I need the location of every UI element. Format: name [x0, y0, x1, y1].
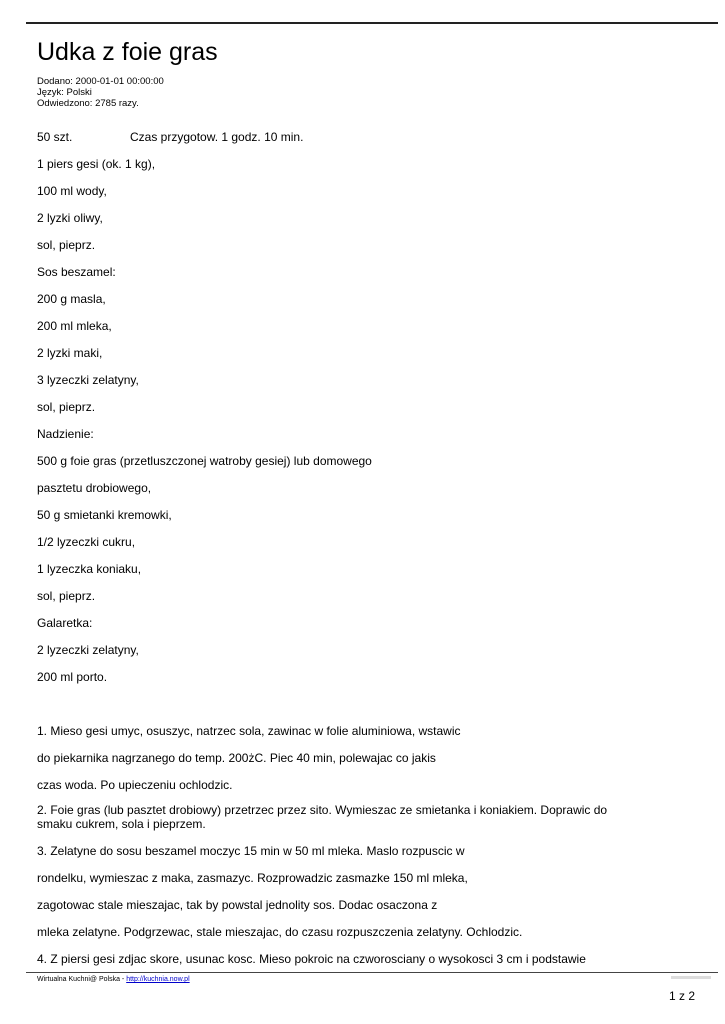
- ingredient-line: 2 lyzki maki,: [37, 346, 103, 360]
- ingredient-line: 50 g smietanki kremowki,: [37, 508, 172, 522]
- step-line: zagotowac stale mieszajac, tak by powstal jednolity sos. Dodac osaczona z: [37, 898, 438, 912]
- section-heading: Galaretka:: [37, 616, 93, 630]
- prep-time: Czas przygotow. 1 godz. 10 min.: [130, 130, 304, 144]
- ingredient-line: 2 lyzeczki zelatyny,: [37, 643, 139, 657]
- ingredient-line: 1/2 lyzeczki cukru,: [37, 535, 136, 549]
- section-heading: Sos beszamel:: [37, 265, 116, 279]
- meta-language: Język: Polski: [37, 87, 92, 98]
- step-line: 4. Z piersi gesi zdjac skore, usunac kosc. Mieso pokroic na czworosciany o wysokosci 3 cm i podstawie: [37, 952, 586, 966]
- step-line: czas woda. Po upieczeniu ochlodzic.: [37, 778, 233, 792]
- ingredient-line: 100 ml wody,: [37, 184, 107, 198]
- ingredient-line: 1 piers gesi (ok. 1 kg),: [37, 157, 156, 171]
- ingredient-line: sol, pieprz.: [37, 238, 96, 252]
- meta-added: Dodano: 2000-01-01 00:00:00: [37, 76, 164, 87]
- top-rule: [26, 22, 718, 24]
- ingredient-line: 200 g masla,: [37, 292, 106, 306]
- footer-link[interactable]: http://kuchnia.now.pl: [126, 976, 190, 983]
- step-line: do piekarnika nagrzanego do temp. 200żC. Piec 40 min, polewajac co jakis: [37, 751, 436, 765]
- portions: 50 szt.: [37, 130, 73, 144]
- portions-line: [37, 130, 304, 144]
- meta-visits: Odwiedzono: 2785 razy.: [37, 98, 139, 109]
- footer: [37, 976, 190, 983]
- page-number: 1 z 2: [668, 989, 695, 1003]
- ingredient-line: sol, pieprz.: [37, 589, 96, 603]
- ingredient-line: 1 lyzeczka koniaku,: [37, 562, 142, 576]
- step-line: 3. Zelatyne do sosu beszamel moczyc 15 min w 50 ml mleka. Maslo rozpuscic w: [37, 844, 465, 858]
- ingredient-line: pasztetu drobiowego,: [37, 481, 152, 495]
- ingredient-line: 2 lyzki oliwy,: [37, 211, 103, 225]
- ingredient-line: 200 ml porto.: [37, 670, 108, 684]
- step-line: rondelku, wymieszac z maka, zasmazyc. Rozprowadzic zasmazke 150 ml mleka,: [37, 871, 468, 885]
- ingredient-line: sol, pieprz.: [37, 400, 96, 414]
- ingredient-line: 500 g foie gras (przetluszczonej watroby gesiej) lub domowego: [37, 454, 372, 468]
- ingredient-line: 200 ml mleka,: [37, 319, 112, 333]
- meta-info: [37, 76, 164, 109]
- step-line: 1. Mieso gesi umyc, osuszyc, natrzec sola, zawinac w folie aluminiowa, wstawic: [37, 724, 461, 738]
- step-line: mleka zelatyne. Podgrzewac, stale mieszajac, do czasu rozpuszczenia zelatyny. Ochlodzic.: [37, 925, 523, 939]
- page-title: Udka z foie gras: [37, 38, 218, 66]
- footer-site: Wirtualna Kuchni@ Polska -: [37, 976, 127, 983]
- section-heading: Nadzienie:: [37, 427, 94, 441]
- ingredient-line: 3 lyzeczki zelatyny,: [37, 373, 139, 387]
- step-paragraph: 2. Foie gras (lub pasztet drobiowy) przetrzec przez sito. Wymieszac ze smietanka i koniakiem. Doprawic do smaku cukrem, sola i pieprzem.: [37, 803, 608, 831]
- footer-rule: [26, 972, 718, 973]
- footer-mark: [671, 976, 711, 979]
